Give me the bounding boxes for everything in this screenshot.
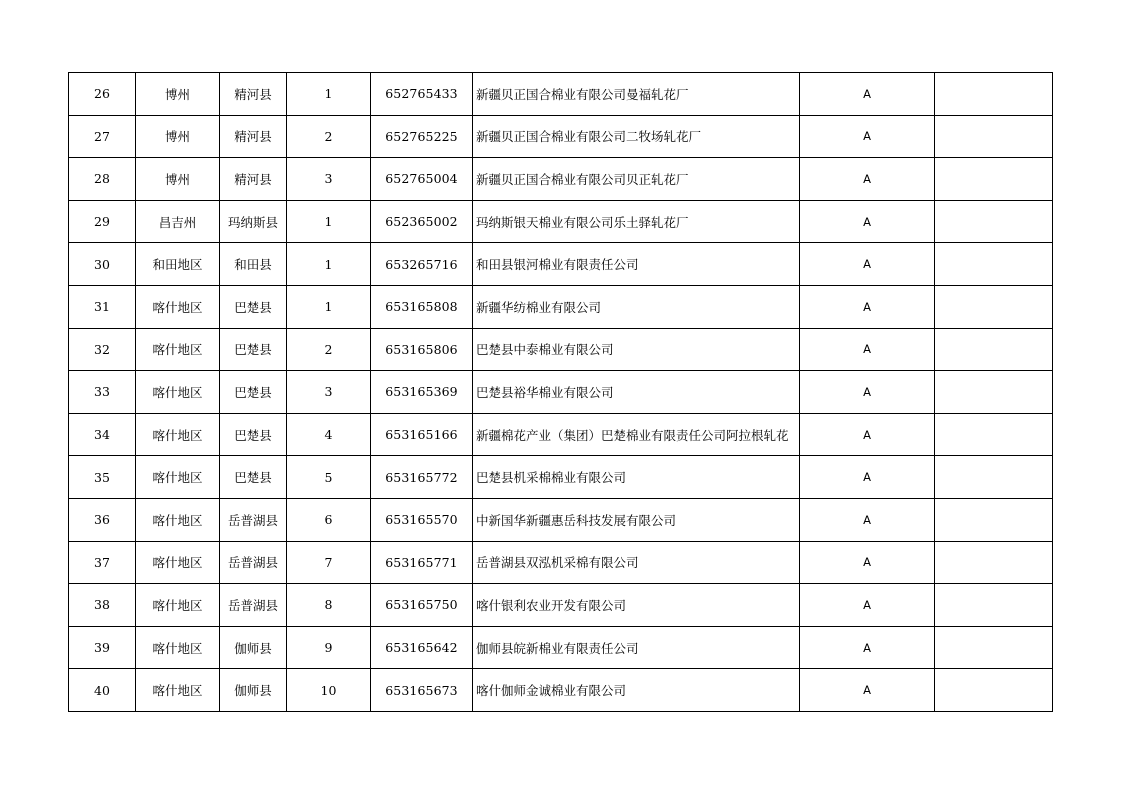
table-row <box>69 158 1053 201</box>
sequence-cell: 2 <box>287 328 371 371</box>
grade-cell: A <box>800 413 935 456</box>
enterprise-code-cell: 653165673 <box>371 669 473 712</box>
row-number-cell: 31 <box>69 285 136 328</box>
table-row <box>69 115 1053 158</box>
sequence-cell: 5 <box>287 456 371 499</box>
spreadsheet-page <box>68 72 1052 712</box>
region-cell: 喀什地区 <box>136 498 220 541</box>
grade-cell: A <box>800 73 935 116</box>
remark-cell <box>935 200 1053 243</box>
grade-cell: A <box>800 626 935 669</box>
enterprise-name-cell: 巴楚县裕华棉业有限公司 <box>473 371 800 414</box>
table-row <box>69 200 1053 243</box>
remark-cell <box>935 243 1053 286</box>
remark-cell <box>935 73 1053 116</box>
row-number-cell: 39 <box>69 626 136 669</box>
table-row <box>69 73 1053 116</box>
ginning-enterprise-table <box>68 72 1053 712</box>
county-cell: 和田县 <box>220 243 287 286</box>
enterprise-code-cell: 652365002 <box>371 200 473 243</box>
remark-cell <box>935 371 1053 414</box>
enterprise-code-cell: 653165369 <box>371 371 473 414</box>
enterprise-name-cell: 和田县银河棉业有限责任公司 <box>473 243 800 286</box>
region-cell: 博州 <box>136 73 220 116</box>
table-row <box>69 285 1053 328</box>
grade-cell: A <box>800 584 935 627</box>
region-cell: 喀什地区 <box>136 541 220 584</box>
remark-cell <box>935 413 1053 456</box>
enterprise-name-cell: 喀什银利农业开发有限公司 <box>473 584 800 627</box>
sequence-cell: 10 <box>287 669 371 712</box>
county-cell: 伽师县 <box>220 626 287 669</box>
enterprise-name-cell: 新疆贝正国合棉业有限公司二牧场轧花厂 <box>473 115 800 158</box>
row-number-cell: 26 <box>69 73 136 116</box>
sequence-cell: 1 <box>287 243 371 286</box>
table-body <box>69 73 1053 712</box>
sequence-cell: 4 <box>287 413 371 456</box>
enterprise-name-cell: 岳普湖县双泓机采棉有限公司 <box>473 541 800 584</box>
grade-cell: A <box>800 158 935 201</box>
grade-cell: A <box>800 669 935 712</box>
county-cell: 精河县 <box>220 158 287 201</box>
county-cell: 巴楚县 <box>220 328 287 371</box>
enterprise-code-cell: 653165772 <box>371 456 473 499</box>
row-number-cell: 32 <box>69 328 136 371</box>
table-row <box>69 243 1053 286</box>
region-cell: 喀什地区 <box>136 456 220 499</box>
region-cell: 和田地区 <box>136 243 220 286</box>
row-number-cell: 40 <box>69 669 136 712</box>
table-row <box>69 626 1053 669</box>
row-number-cell: 28 <box>69 158 136 201</box>
enterprise-name-cell: 伽师县皖新棉业有限责任公司 <box>473 626 800 669</box>
region-cell: 喀什地区 <box>136 584 220 627</box>
row-number-cell: 29 <box>69 200 136 243</box>
county-cell: 巴楚县 <box>220 285 287 328</box>
sequence-cell: 3 <box>287 158 371 201</box>
enterprise-name-cell: 中新国华新疆惠岳科技发展有限公司 <box>473 498 800 541</box>
county-cell: 玛纳斯县 <box>220 200 287 243</box>
county-cell: 巴楚县 <box>220 413 287 456</box>
grade-cell: A <box>800 115 935 158</box>
enterprise-name-cell: 巴楚县中泰棉业有限公司 <box>473 328 800 371</box>
row-number-cell: 34 <box>69 413 136 456</box>
table-row <box>69 498 1053 541</box>
enterprise-name-cell: 新疆华纺棉业有限公司 <box>473 285 800 328</box>
enterprise-code-cell: 653165806 <box>371 328 473 371</box>
grade-cell: A <box>800 243 935 286</box>
county-cell: 巴楚县 <box>220 456 287 499</box>
enterprise-name-cell: 新疆贝正国合棉业有限公司贝正轧花厂 <box>473 158 800 201</box>
county-cell: 岳普湖县 <box>220 541 287 584</box>
county-cell: 精河县 <box>220 115 287 158</box>
region-cell: 喀什地区 <box>136 669 220 712</box>
region-cell: 昌吉州 <box>136 200 220 243</box>
sequence-cell: 6 <box>287 498 371 541</box>
sequence-cell: 1 <box>287 285 371 328</box>
county-cell: 巴楚县 <box>220 371 287 414</box>
row-number-cell: 27 <box>69 115 136 158</box>
grade-cell: A <box>800 456 935 499</box>
remark-cell <box>935 584 1053 627</box>
remark-cell <box>935 115 1053 158</box>
enterprise-name-cell: 新疆棉花产业（集团）巴楚棉业有限责任公司阿拉根轧花 <box>473 413 800 456</box>
region-cell: 喀什地区 <box>136 626 220 669</box>
table-row <box>69 371 1053 414</box>
enterprise-name-cell: 巴楚县机采棉棉业有限公司 <box>473 456 800 499</box>
region-cell: 喀什地区 <box>136 413 220 456</box>
sequence-cell: 3 <box>287 371 371 414</box>
table-row <box>69 456 1053 499</box>
enterprise-code-cell: 652765433 <box>371 73 473 116</box>
region-cell: 喀什地区 <box>136 285 220 328</box>
sequence-cell: 1 <box>287 200 371 243</box>
enterprise-code-cell: 652765004 <box>371 158 473 201</box>
table-row <box>69 669 1053 712</box>
region-cell: 喀什地区 <box>136 328 220 371</box>
enterprise-code-cell: 653165570 <box>371 498 473 541</box>
county-cell: 岳普湖县 <box>220 584 287 627</box>
enterprise-name-cell: 喀什伽师金诚棉业有限公司 <box>473 669 800 712</box>
grade-cell: A <box>800 200 935 243</box>
remark-cell <box>935 669 1053 712</box>
sequence-cell: 9 <box>287 626 371 669</box>
row-number-cell: 36 <box>69 498 136 541</box>
remark-cell <box>935 498 1053 541</box>
region-cell: 博州 <box>136 115 220 158</box>
remark-cell <box>935 328 1053 371</box>
enterprise-code-cell: 653165166 <box>371 413 473 456</box>
region-cell: 博州 <box>136 158 220 201</box>
county-cell: 岳普湖县 <box>220 498 287 541</box>
sequence-cell: 2 <box>287 115 371 158</box>
enterprise-code-cell: 653165750 <box>371 584 473 627</box>
sequence-cell: 1 <box>287 73 371 116</box>
sequence-cell: 8 <box>287 584 371 627</box>
remark-cell <box>935 158 1053 201</box>
grade-cell: A <box>800 371 935 414</box>
enterprise-name-cell: 玛纳斯银天棉业有限公司乐土驿轧花厂 <box>473 200 800 243</box>
table-row <box>69 584 1053 627</box>
table-row <box>69 413 1053 456</box>
enterprise-code-cell: 653265716 <box>371 243 473 286</box>
row-number-cell: 30 <box>69 243 136 286</box>
row-number-cell: 37 <box>69 541 136 584</box>
enterprise-code-cell: 653165771 <box>371 541 473 584</box>
remark-cell <box>935 626 1053 669</box>
sequence-cell: 7 <box>287 541 371 584</box>
enterprise-name-cell: 新疆贝正国合棉业有限公司曼福轧花厂 <box>473 73 800 116</box>
grade-cell: A <box>800 541 935 584</box>
table-row <box>69 328 1053 371</box>
grade-cell: A <box>800 498 935 541</box>
row-number-cell: 38 <box>69 584 136 627</box>
table-row <box>69 541 1053 584</box>
row-number-cell: 35 <box>69 456 136 499</box>
remark-cell <box>935 456 1053 499</box>
remark-cell <box>935 541 1053 584</box>
enterprise-code-cell: 653165642 <box>371 626 473 669</box>
county-cell: 精河县 <box>220 73 287 116</box>
region-cell: 喀什地区 <box>136 371 220 414</box>
remark-cell <box>935 285 1053 328</box>
county-cell: 伽师县 <box>220 669 287 712</box>
row-number-cell: 33 <box>69 371 136 414</box>
enterprise-code-cell: 653165808 <box>371 285 473 328</box>
grade-cell: A <box>800 328 935 371</box>
enterprise-code-cell: 652765225 <box>371 115 473 158</box>
grade-cell: A <box>800 285 935 328</box>
